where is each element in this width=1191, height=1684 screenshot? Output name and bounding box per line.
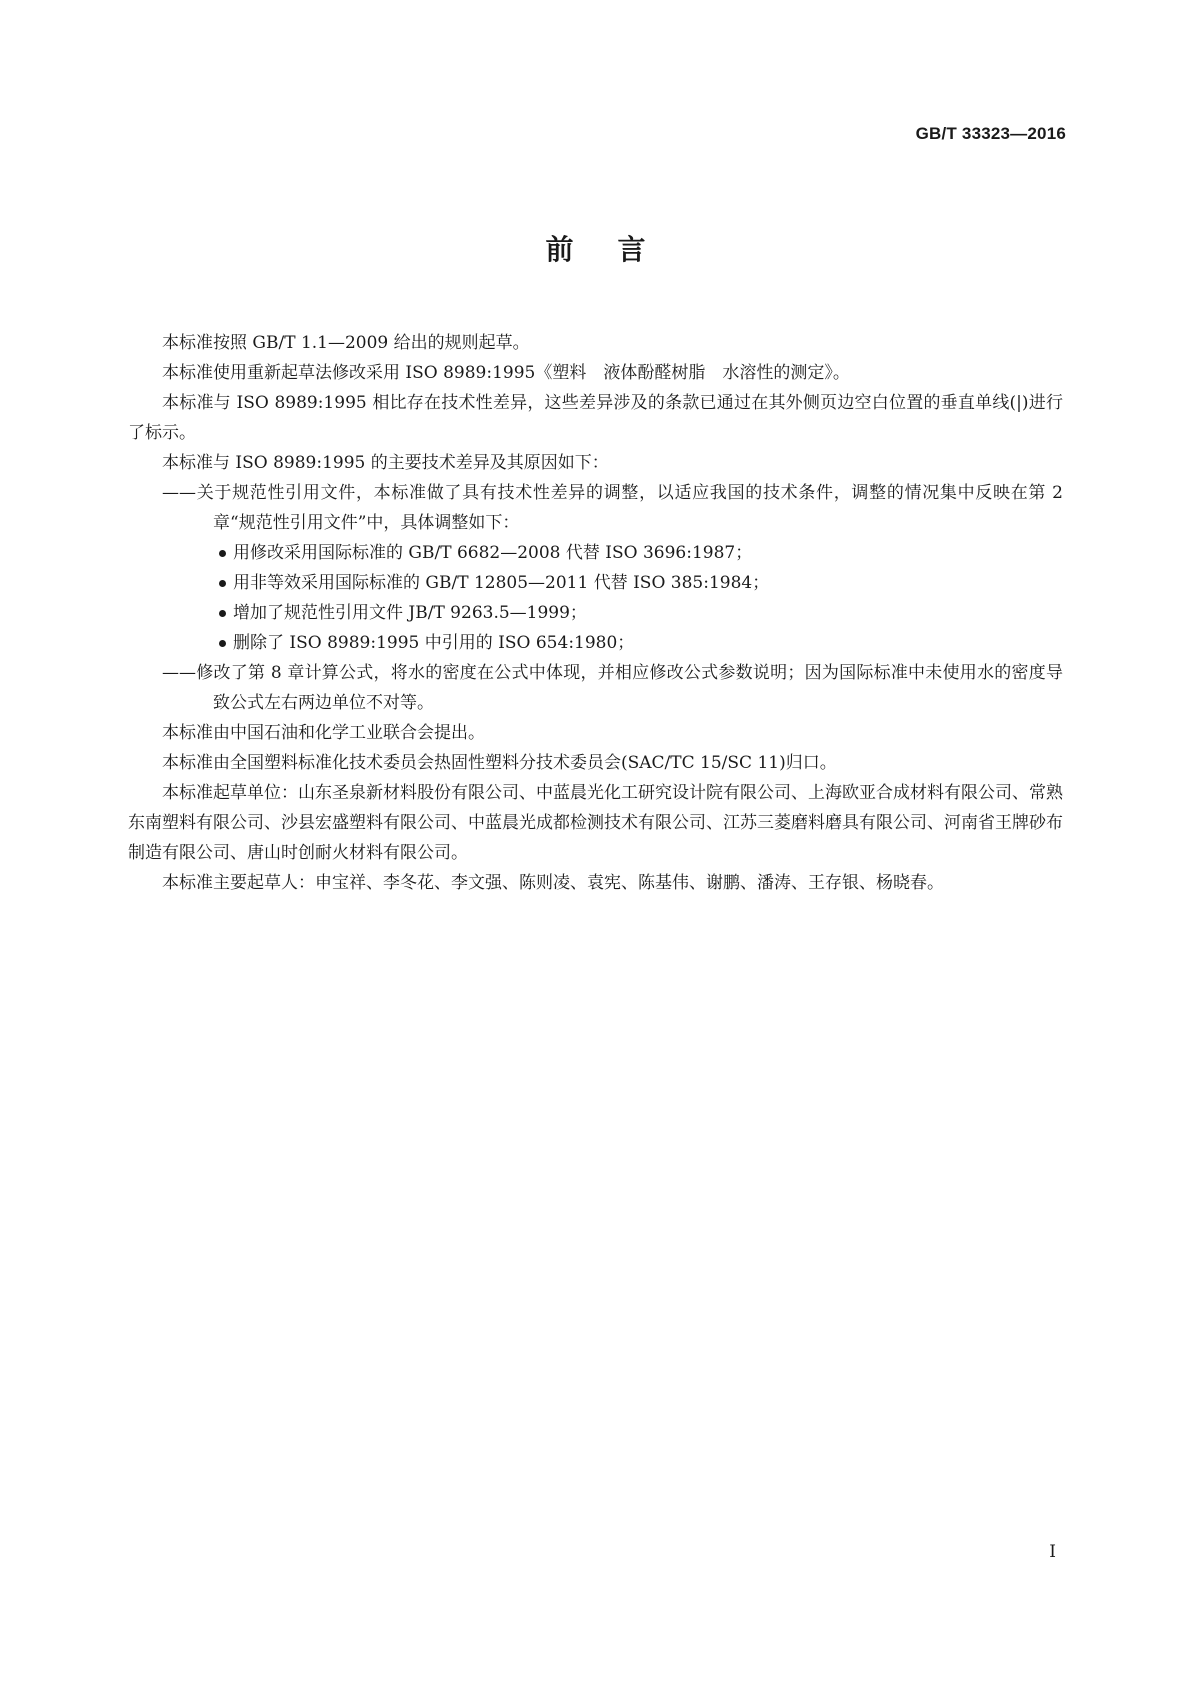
bullet-text: 用修改采用国际标准的 GB/T 6682—2008 代替 ISO 3696:1987； [233,543,753,563]
bullet-dot-icon [219,640,226,647]
bullet-text: 增加了规范性引用文件 JB/T 9263.5—1999； [233,603,587,623]
paragraph-main-differences-intro: 本标准与 ISO 8989:1995 的主要技术差异及其原因如下： [162,453,609,473]
bullet-text: 用非等效采用国际标准的 GB/T 12805—2011 代替 ISO 385:1984； [233,573,770,593]
bullet-text: 删除了 ISO 8989:1995 中引用的 ISO 654:1980； [233,633,635,653]
page-number: I [1049,1542,1056,1562]
bullet-item [128,568,1063,598]
dash-item-normative-references: ——关于规范性引用文件，本标准做了具有技术性差异的调整，以适应我国的技术条件，调整的情况集中反映在第 2 章“规范性引用文件”中，具体调整如下： [162,483,1063,533]
bullet-dot-icon [219,550,226,557]
bullet-item [128,628,1063,658]
paragraph-drafting-units: 本标准起草单位：山东圣泉新材料股份有限公司、中蓝晨光化工研究设计院有限公司、上海欧亚合成材料有限公司、常熟东南塑料有限公司、沙县宏盛塑料有限公司、中蓝晨光成都检测技术有限公司、江苏三菱磨料磨具有限公司、河南省王牌砂布制造有限公司、唐山时创耐火材料有限公司。 [128,783,1063,863]
paragraph-adoption-method: 本标准使用重新起草法修改采用 ISO 8989:1995《塑料 液体酚醛树脂 水溶性的测定》。 [162,363,850,383]
paragraph-technical-differences: 本标准与 ISO 8989:1995 相比存在技术性差异，这些差异涉及的条款已通过在其外侧页边空白位置的垂直单线(|)进行了标示。 [128,393,1063,443]
bullet-dot-icon [219,580,226,587]
bullet-item [128,538,1063,568]
bullet-dot-icon [219,610,226,617]
standard-number: GB/T 33323—2016 [915,124,1066,143]
page-title: 前言 [545,233,690,266]
paragraph-proposer: 本标准由中国石油和化学工业联合会提出。 [162,723,485,743]
paragraph-drafting-rules: 本标准按照 GB/T 1.1—2009 给出的规则起草。 [162,333,530,353]
bullet-item [128,598,1063,628]
paragraph-technical-committee: 本标准由全国塑料标准化技术委员会热固性塑料分技术委员会(SAC/TC 15/SC 11)归口。 [162,753,837,773]
document-body [128,328,1063,898]
paragraph-drafters: 本标准主要起草人：申宝祥、李冬花、李文强、陈则凌、袁宪、陈基伟、谢鹏、潘涛、王存银、杨晓春。 [162,873,944,893]
dash-item-formula-change: ——修改了第 8 章计算公式，将水的密度在公式中体现，并相应修改公式参数说明；因为国际标准中未使用水的密度导致公式左右两边单位不对等。 [162,663,1063,713]
